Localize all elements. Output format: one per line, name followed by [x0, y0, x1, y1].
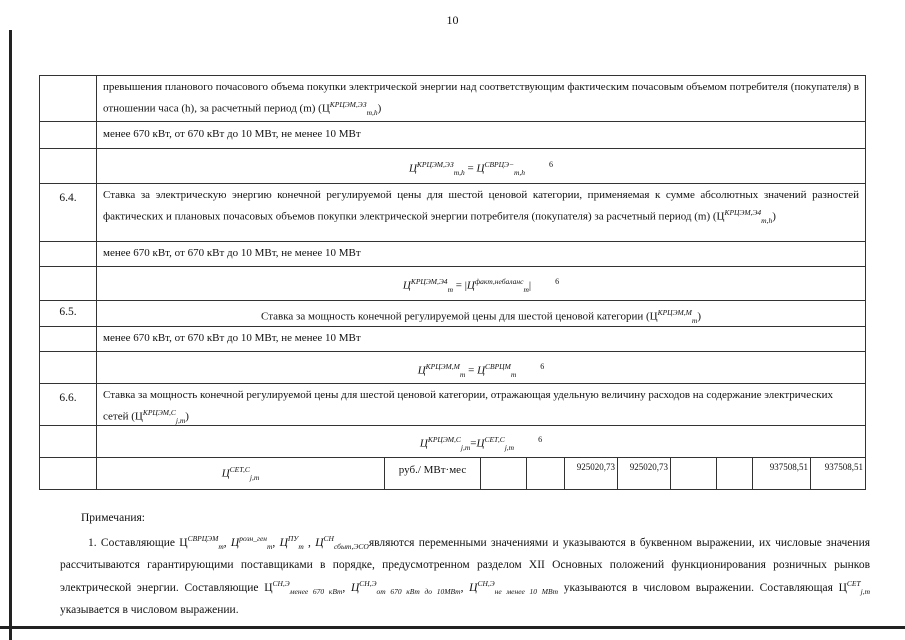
row-number-cell [40, 384, 97, 425]
formula-sub: j,m [175, 415, 186, 425]
values-row [40, 458, 866, 490]
scan-bottom-edge [0, 626, 905, 629]
notes-title [81, 509, 870, 528]
formula-sub: m [298, 541, 304, 551]
value-text: 937508,51 [769, 462, 808, 472]
row-number-cell [40, 301, 97, 326]
row-number-cell [40, 76, 97, 121]
power-range-text: менее 670 кВт, от 670 кВт до 10 МВт, не менее 10 МВт [103, 247, 361, 259]
formula-sup: КРЦЭМ,Э4 [724, 208, 762, 217]
description-text: превышения планового почасового объема покупки электрической энергии над соответствующим фактическим почасовым объемом потребителя (покупателя) в отношении часа (h), за расчетный период (m) (Ц [103, 81, 859, 115]
table-row [40, 149, 866, 184]
formula-sub: m,h [366, 107, 378, 117]
formula-sup: КРЦЭМ,ЭЗ [416, 160, 454, 169]
row-number: 6.5. [59, 306, 77, 318]
description-cell: Ставка за электрическую энергию конечной регулируемой цены для шестой ценовой категории, применяемая к сумме абсолютных значений разностей фактических и плановых почасовых объемов покупки электрической энергии потребителя (покупателя) за расчетный период (m) $(Ц^{КРЦЭМ,Э4}_{m,h})$ [97, 184, 866, 241]
table-row [40, 122, 866, 149]
table-row [40, 301, 866, 327]
notes-text: указывается в числовом выражении. [60, 604, 239, 617]
table-row [40, 267, 866, 301]
value-cell [527, 458, 565, 489]
row-number-cell [40, 122, 97, 148]
formula-sub: m [510, 369, 517, 379]
formula-sup: розн_ген [239, 533, 267, 543]
value-label-cell: $Ц^{СЕТ,С}_{j,m}$ [97, 458, 385, 489]
description-cell: Ставка за мощность конечной регулируемой цены для шестой ценовой категории $(Ц^{КРЦЭМ,М}_m)$ [97, 301, 866, 326]
formula-sup: СВРЦМ [485, 362, 511, 371]
value-cell [811, 458, 866, 489]
value-cell [618, 458, 671, 489]
formula-sub: j,m [504, 442, 515, 452]
formula-sup: СЕТ,С [484, 435, 505, 444]
value-cell [671, 458, 717, 489]
formula-cell: $Ц^{КРЦЭМ,Э4}_m = |Ц^{факт,небаланс}_m|$ $^6$ [97, 267, 866, 300]
table-row [40, 184, 866, 242]
formula-cell: $Ц^{КРЦЭМ,М}_m = Ц^{СВРЦМ}_m^6$ [97, 352, 866, 383]
formula-sup: КРЦЭМ,ЭЗ [329, 100, 367, 109]
power-range-cell [97, 122, 866, 148]
formula-sub: m,h [514, 167, 526, 177]
notes-text: являются переменными значениями и указываются в буквенном выражении, их числовые значения рассчитываются гарантирующими поставщиками в порядке, предусмотренном разделом XII Основных положений функционирования розничных рынков электрической энергии. Составляющие Ц [60, 536, 871, 594]
formula-sub: сбыт,ЭСО [333, 541, 369, 551]
table-row [40, 384, 866, 426]
formula-sup: СН,Э [272, 578, 290, 588]
description-cell: превышения планового почасового объема покупки электрической энергии над соответствующим фактическим почасовым объемом потребителя (покупателя) в отношении часа (h), за расчетный период (m) $(Ц^{КРЦЭМ,ЭЗ}_{m,h})$ [97, 76, 866, 121]
formula-sup: КРЦЭМ,С [427, 435, 461, 444]
formula-sub: m,h [761, 215, 773, 225]
power-range-text: менее 670 кВт, от 670 кВт до 10 МВт, не менее 10 МВт [103, 332, 361, 344]
formula-sub: не менее 10 МВт [494, 586, 559, 596]
formula-sup: КРЦЭМ,М [657, 308, 692, 317]
formula-cell: $Ц^{КРЦЭМ,С}_{j,m}=Ц^{СЕТ,С}_{j,m}^6$ [97, 426, 866, 457]
footnote-mark: 6 [540, 362, 545, 371]
formula-sup: КРЦЭМ,С [142, 408, 176, 417]
formula-sub: от 670 кВт до 10МВт [376, 586, 461, 596]
formula-sub: менее 670 кВт [289, 586, 343, 596]
table-row [40, 352, 866, 384]
row-number-cell [40, 149, 97, 183]
tariff-table [39, 75, 866, 490]
description-text: Ставка за электрическую энергию конечной регулируемой цены для шестой ценовой категории, применяемая к сумме абсолютных значений разностей фактических и плановых почасовых объемов покупки электрической энергии потребителя (покупателя) за расчетный период (m) (Ц [103, 189, 859, 223]
formula-sup: СН,Э [359, 578, 377, 588]
formula-sup: КРЦЭМ,М [425, 362, 460, 371]
formula-sub: j,m [460, 442, 471, 452]
row-number: 6.6. [59, 392, 77, 404]
notes-text: указываются в числовом выражении. Составляющая Ц [563, 581, 847, 594]
description-text: Ставка за мощность конечной регулируемой цены для шестой ценовой категории, отражающая удельную величину расходов на содержание электрических сетей (Ц [103, 389, 833, 423]
power-range-cell [97, 327, 866, 351]
description-text: Ставка за мощность конечной регулируемой цены для шестой ценовой категории (Ц [261, 310, 658, 323]
formula-sub: j,m [860, 586, 871, 596]
formula-sup: СЕТ,С [229, 465, 250, 474]
formula-sub: m [523, 284, 529, 294]
row-number-cell [40, 327, 97, 351]
power-range-text: менее 670 кВт, от 670 кВт до 10 МВт, не менее 10 МВт [103, 128, 361, 140]
table-row [40, 327, 866, 352]
formula-sub: m,h [453, 167, 465, 177]
notes-title-text: Примечания: [81, 512, 145, 524]
notes-text: 1. Составляющие Ц [88, 536, 188, 549]
row-number-cell [40, 242, 97, 266]
formula-sub: m [267, 541, 273, 551]
notes-section [60, 509, 870, 620]
row-number: 6.4. [59, 192, 77, 204]
page-number: 10 [446, 13, 459, 27]
formula-sup: СН [323, 533, 334, 543]
formula-sup: ПУ [287, 533, 299, 543]
formula-sup: СВРЦЭ− [484, 160, 514, 169]
formula-sup: СВРЦЭМ [187, 533, 219, 543]
value-cell [717, 458, 753, 489]
notes-paragraph: 1. Составляющие $Ц^{СВРЦЭМ}_m$, $Ц^{розн\_ген}_m$, $Ц^{ПУ}_m$ , $Ц^{СН}_{сбыт,ЭСО}являются$ переменными значениями и указываются в буквенном выражении, их числовые значения рассчитываются гарантирующими поставщиками в порядке, предусмотренном разделом XII Основных положений функционирования розничных рынков электрической энергии. Составляющие $Ц^{СН,Э}_{менее 670 кВт}$, $Ц^{СН,Э}_{от 670 кВт до 10МВт}$, $Ц^{СН,Э}_{не менее 10 МВт}$ указываются в числовом выражении. Составляющая $Ц^{СЕТ}_{j,m}$ указывается в числовом выражении. [60, 533, 871, 617]
formula-sub: m [218, 541, 224, 551]
unit-cell [385, 458, 481, 489]
scan-left-edge [9, 30, 12, 640]
value-text: 925020,73 [576, 462, 615, 472]
table-row [40, 242, 866, 267]
formula-sub: m [459, 369, 466, 379]
formula-cell: $Ц^{КРЦЭМ,ЭЗ}_{m,h} = Ц^{СВРЦЭ-}_{m,h}^6$ [97, 149, 866, 183]
table-row [40, 426, 866, 458]
row-number-cell [40, 267, 97, 300]
description-cell: Ставка за мощность конечной регулируемой цены для шестой ценовой категории, отражающая удельную величину расходов на содержание электрических сетей $(Ц^{КРЦЭМ,С}_{j,m})$ [97, 384, 866, 425]
footnote-mark: 6 [549, 160, 554, 169]
table-row [40, 76, 866, 122]
row-number-cell [40, 184, 97, 241]
value-cell [481, 458, 527, 489]
formula-sub: m [447, 284, 453, 294]
value-cell [753, 458, 811, 489]
footnote-mark: 6 [538, 435, 543, 444]
value-text: 937508,51 [824, 462, 863, 472]
row-number-cell [40, 458, 97, 489]
formula-sub: j,m [249, 472, 260, 482]
value-text: 925020,73 [629, 462, 668, 472]
formula-sup: КРЦЭМ,Э4 [410, 277, 448, 286]
formula-sub: m [691, 315, 698, 325]
row-number-cell [40, 426, 97, 457]
value-cell [565, 458, 618, 489]
formula-sup: СЕТ [846, 578, 861, 588]
power-range-cell [97, 242, 866, 266]
formula-sup: СН,Э [477, 578, 495, 588]
formula-sup: факт,небаланс [474, 277, 524, 286]
row-number-cell [40, 352, 97, 383]
unit-text: руб./ МВт·мес [398, 464, 467, 476]
footnote-mark: 6 [555, 277, 560, 286]
